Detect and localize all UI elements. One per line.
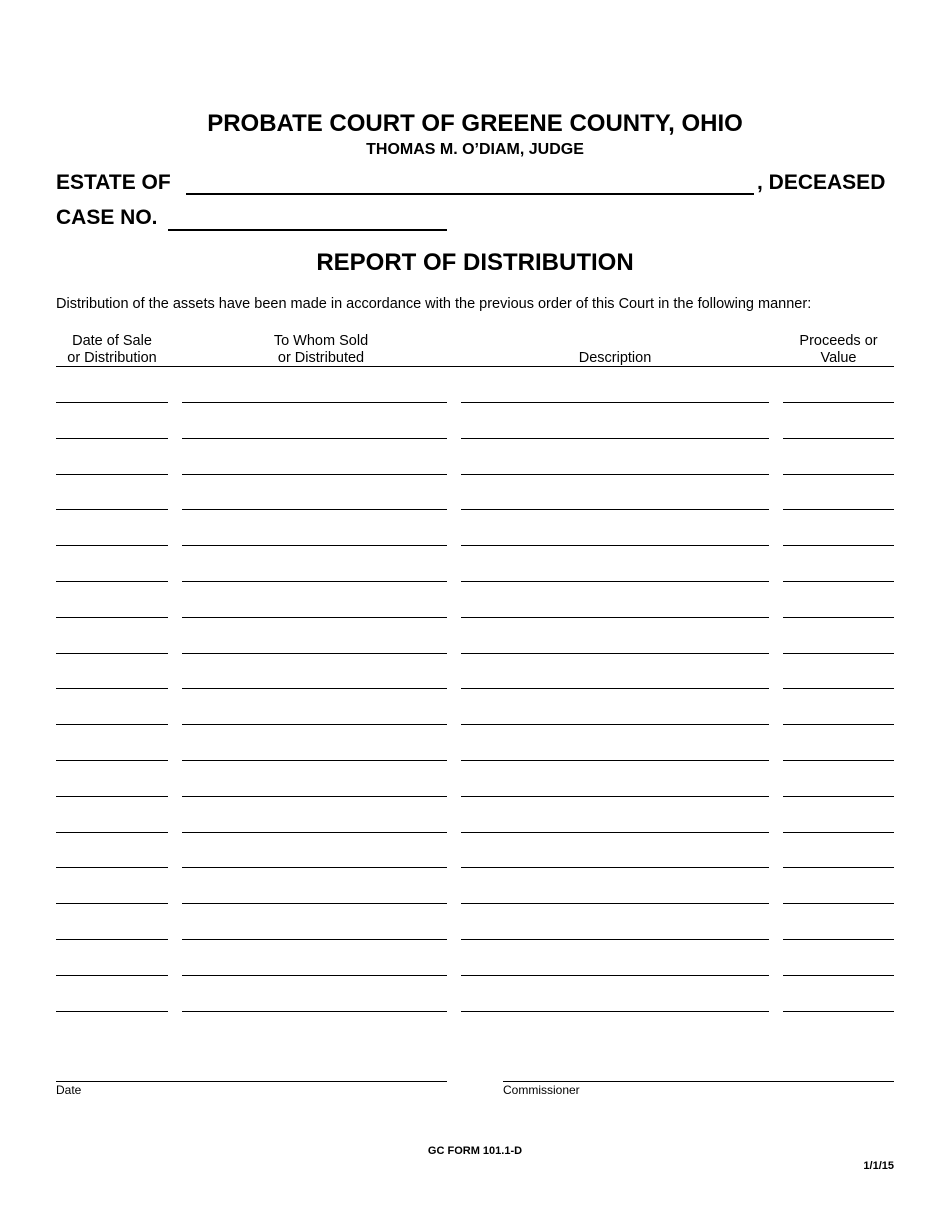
date-field[interactable] [56, 438, 168, 439]
value-field[interactable] [783, 402, 894, 403]
description-field[interactable] [461, 760, 769, 761]
date-field[interactable] [56, 581, 168, 582]
recipient-field[interactable] [182, 1011, 447, 1012]
intro-text: Distribution of the assets have been made in accordance with the previous order of this Court in the following manner: [56, 296, 812, 312]
date-field[interactable] [56, 509, 168, 510]
column-header-recipient [182, 333, 460, 367]
date-label: Date [56, 1083, 82, 1097]
description-field[interactable] [461, 402, 769, 403]
commissioner-label: Commissioner [503, 1083, 580, 1097]
estate-name-field[interactable] [186, 193, 754, 195]
date-field[interactable] [56, 939, 168, 940]
description-field[interactable] [461, 688, 769, 689]
column-header-line: or Distribution [67, 350, 157, 366]
value-field[interactable] [783, 1011, 894, 1012]
column-header-value [783, 333, 894, 367]
case-number-field[interactable] [168, 229, 447, 231]
description-field[interactable] [461, 581, 769, 582]
recipient-field[interactable] [182, 688, 447, 689]
recipient-field[interactable] [182, 903, 447, 904]
description-field[interactable] [461, 724, 769, 725]
value-field[interactable] [783, 509, 894, 510]
description-field[interactable] [461, 903, 769, 904]
description-field[interactable] [461, 867, 769, 868]
recipient-field[interactable] [182, 474, 447, 475]
case-number-label: CASE NO. [56, 206, 158, 229]
date-field[interactable] [56, 903, 168, 904]
value-field[interactable] [783, 867, 894, 868]
value-field[interactable] [783, 617, 894, 618]
date-field[interactable] [56, 617, 168, 618]
column-header-line: To Whom Sold [273, 333, 369, 349]
description-field[interactable] [461, 617, 769, 618]
form-number: GC FORM 101.1-D [427, 1145, 523, 1157]
date-field[interactable] [56, 867, 168, 868]
recipient-field[interactable] [182, 617, 447, 618]
estate-label: ESTATE OF [56, 171, 171, 194]
description-field[interactable] [461, 474, 769, 475]
value-field[interactable] [783, 581, 894, 582]
recipient-field[interactable] [182, 581, 447, 582]
value-field[interactable] [783, 903, 894, 904]
description-field[interactable] [461, 545, 769, 546]
date-field[interactable] [56, 474, 168, 475]
description-field[interactable] [461, 653, 769, 654]
value-field[interactable] [783, 975, 894, 976]
value-field[interactable] [783, 438, 894, 439]
date-field[interactable] [56, 545, 168, 546]
recipient-field[interactable] [182, 653, 447, 654]
description-field[interactable] [461, 796, 769, 797]
column-header-line: or Distributed [277, 350, 365, 366]
value-field[interactable] [783, 796, 894, 797]
date-field[interactable] [56, 402, 168, 403]
column-header-line: Value [820, 350, 857, 366]
description-field[interactable] [461, 509, 769, 510]
date-field[interactable] [56, 653, 168, 654]
header-rule [56, 366, 894, 367]
revision-date: 1/1/15 [863, 1160, 894, 1172]
description-field[interactable] [461, 438, 769, 439]
recipient-field[interactable] [182, 760, 447, 761]
description-field[interactable] [461, 832, 769, 833]
value-field[interactable] [783, 545, 894, 546]
value-field[interactable] [783, 688, 894, 689]
report-title: REPORT OF DISTRIBUTION [316, 249, 634, 276]
commissioner-signature-line[interactable] [503, 1081, 894, 1082]
date-signature-line[interactable] [56, 1081, 447, 1082]
value-field[interactable] [783, 760, 894, 761]
column-header-description [461, 350, 769, 367]
value-field[interactable] [783, 832, 894, 833]
court-title: PROBATE COURT OF GREENE COUNTY, OHIO [207, 110, 743, 137]
date-field[interactable] [56, 1011, 168, 1012]
recipient-field[interactable] [182, 796, 447, 797]
recipient-field[interactable] [182, 545, 447, 546]
recipient-field[interactable] [182, 867, 447, 868]
recipient-field[interactable] [182, 939, 447, 940]
date-field[interactable] [56, 760, 168, 761]
description-field[interactable] [461, 939, 769, 940]
column-header-line: Date of Sale [72, 333, 152, 349]
deceased-label: , DECEASED [757, 171, 886, 194]
column-header-date [56, 333, 168, 367]
date-field[interactable] [56, 975, 168, 976]
value-field[interactable] [783, 939, 894, 940]
column-header-line: Description [578, 350, 652, 366]
date-field[interactable] [56, 724, 168, 725]
column-header-line: Proceeds or [799, 333, 878, 349]
recipient-field[interactable] [182, 509, 447, 510]
recipient-field[interactable] [182, 975, 447, 976]
value-field[interactable] [783, 474, 894, 475]
judge-name: THOMAS M. O’DIAM, JUDGE [366, 141, 584, 158]
recipient-field[interactable] [182, 402, 447, 403]
recipient-field[interactable] [182, 832, 447, 833]
description-field[interactable] [461, 1011, 769, 1012]
value-field[interactable] [783, 653, 894, 654]
value-field[interactable] [783, 724, 894, 725]
recipient-field[interactable] [182, 438, 447, 439]
date-field[interactable] [56, 688, 168, 689]
date-field[interactable] [56, 796, 168, 797]
date-field[interactable] [56, 832, 168, 833]
recipient-field[interactable] [182, 724, 447, 725]
description-field[interactable] [461, 975, 769, 976]
